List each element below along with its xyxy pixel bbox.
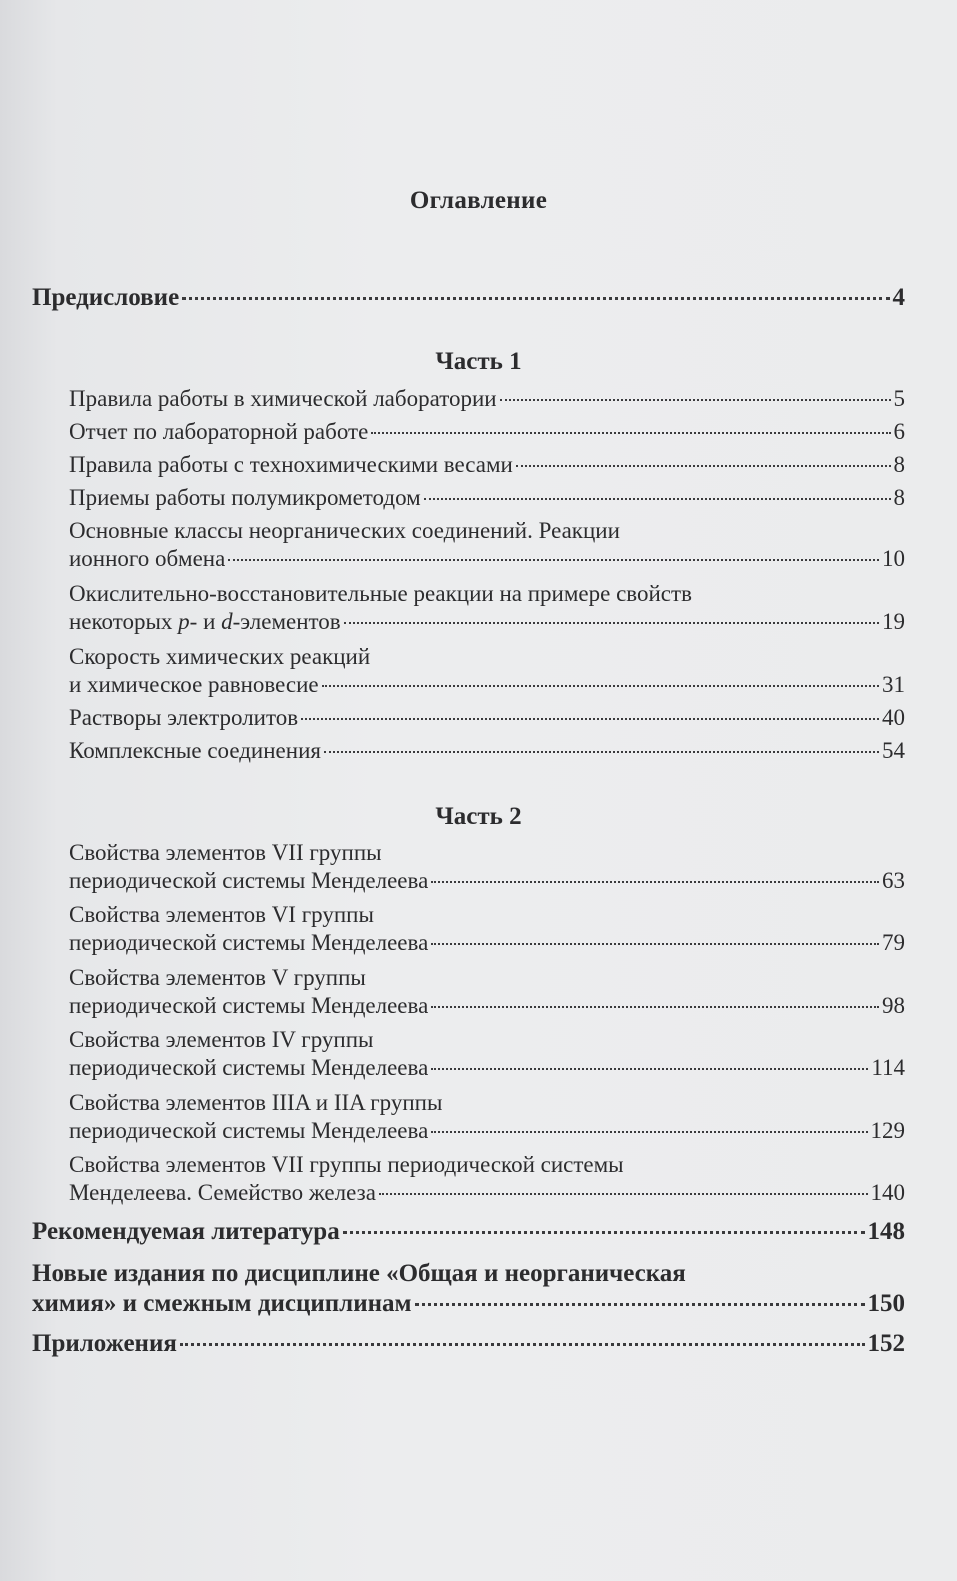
toc-entry[interactable]	[69, 738, 905, 764]
toc-entry[interactable]	[69, 993, 905, 1019]
leader-dots	[415, 1303, 865, 1306]
toc-entry[interactable]	[69, 705, 905, 731]
toc-entry-line[interactable]: Свойства элементов IIIA и IIA группы	[69, 1090, 443, 1115]
toc-entry-title: химия» и смежным дисциплинам	[32, 1290, 412, 1317]
toc-entry-page: 8	[893, 485, 905, 510]
leader-dots	[431, 943, 879, 945]
toc-entry-recommended[interactable]	[32, 1218, 905, 1246]
toc-entry-line[interactable]: Свойства элементов IV группы	[69, 1027, 374, 1052]
toc-entry-title: периодической системы Менделеева	[69, 868, 429, 893]
toc-entry[interactable]	[69, 386, 905, 412]
toc-entry-page: 19	[882, 609, 905, 634]
toc-entry[interactable]	[69, 1055, 905, 1081]
toc-entry-page: 148	[867, 1218, 905, 1245]
toc-entry-title: Отчет по лабораторной работе	[69, 419, 369, 444]
toc-entry-page: 40	[882, 705, 905, 730]
leader-dots	[516, 465, 891, 467]
toc-entry-page: 8	[893, 452, 905, 477]
toc-entry-page: 54	[882, 738, 905, 763]
toc-entry-title: Предисловие	[32, 284, 180, 311]
toc-entry[interactable]	[69, 419, 905, 445]
toc-entry-title: периодической системы Менделеева	[69, 930, 429, 955]
toc-entry-line[interactable]: Свойства элементов VII группы	[69, 840, 382, 865]
toc-entry-title: ионного обмена	[69, 546, 226, 571]
toc-heading: Оглавление	[409, 187, 548, 214]
leader-dots	[182, 297, 889, 300]
toc-entry[interactable]	[69, 609, 905, 635]
toc-entry-page: 150	[867, 1290, 905, 1317]
part-2-heading: Часть 2	[435, 803, 522, 830]
toc-entry-title: периодической системы Менделеева	[69, 1055, 429, 1080]
part-1-heading: Часть 1	[435, 348, 522, 375]
toc-entry-title: Менделеева. Семейство железа	[69, 1180, 376, 1205]
toc-entry[interactable]	[69, 930, 905, 956]
toc-entry-line[interactable]: Окислительно-восстановительные реакции на примере свойств	[69, 581, 692, 606]
toc-entry-title: и химическое равновесие	[69, 672, 319, 697]
leader-dots	[500, 399, 891, 401]
toc-entry-new-editions[interactable]	[32, 1290, 905, 1318]
toc-entry-line[interactable]: Скорость химических реакций	[69, 644, 371, 669]
toc-entry-title: периодической системы Менделеева	[69, 993, 429, 1018]
leader-dots	[424, 498, 891, 500]
leader-dots	[371, 432, 890, 434]
leader-dots	[344, 622, 879, 624]
toc-entry-line[interactable]: Свойства элементов VII группы периодической системы	[69, 1152, 624, 1177]
toc-entry-title: периодической системы Менделеева	[69, 1118, 429, 1143]
toc-entry-title: некоторых p- и d-элементов	[69, 609, 341, 634]
leader-dots	[431, 1131, 867, 1133]
toc-entry-page: 152	[867, 1330, 905, 1357]
toc-entry-page: 140	[870, 1180, 905, 1205]
toc-entry-title: Рекомендуемая литература	[32, 1218, 340, 1245]
toc-entry-page: 10	[882, 546, 905, 571]
leader-dots	[379, 1193, 868, 1195]
toc-entry-page: 31	[882, 672, 905, 697]
leader-dots	[431, 881, 879, 883]
toc-entry-title: Растворы электролитов	[69, 705, 299, 730]
toc-entry[interactable]	[69, 546, 905, 572]
leader-dots	[324, 751, 879, 753]
toc-entry-title: Приемы работы полумикрометодом	[69, 485, 421, 510]
toc-entry[interactable]	[69, 1118, 905, 1144]
toc-entry[interactable]	[69, 1180, 905, 1206]
toc-entry-line[interactable]: Новые издания по дисциплине «Общая и неорганическая	[32, 1260, 686, 1287]
toc-entry-preface[interactable]	[32, 284, 905, 312]
toc-entry-page: 6	[893, 419, 905, 444]
toc-entry-page: 63	[882, 868, 905, 893]
toc-entry-title: Комплексные соединения	[69, 738, 321, 763]
toc-entry-page: 129	[870, 1118, 905, 1143]
toc-entry-title: Правила работы в химической лаборатории	[69, 386, 497, 411]
leader-dots	[301, 718, 879, 720]
toc-entry-page: 79	[882, 930, 905, 955]
toc-entry[interactable]	[69, 452, 905, 478]
toc-entry-page: 114	[871, 1055, 905, 1080]
leader-dots	[343, 1231, 865, 1234]
toc-entry-page: 5	[893, 386, 905, 411]
toc-entry[interactable]	[69, 868, 905, 894]
leader-dots	[322, 685, 879, 687]
toc-entry-page: 4	[892, 284, 905, 311]
leader-dots	[228, 559, 879, 561]
leader-dots	[431, 1068, 868, 1070]
toc-entry-line[interactable]: Основные классы неорганических соединений. Реакции	[69, 518, 620, 543]
toc-entry-title: Правила работы с технохимическими весами	[69, 452, 513, 477]
toc-entry-appendices[interactable]	[32, 1330, 905, 1358]
leader-dots	[180, 1343, 865, 1346]
toc-entry-line[interactable]: Свойства элементов VI группы	[69, 902, 374, 927]
toc-entry-line[interactable]: Свойства элементов V группы	[69, 965, 366, 990]
toc-entry[interactable]	[69, 672, 905, 698]
toc-entry[interactable]	[69, 485, 905, 511]
toc-entry-title: Приложения	[32, 1330, 177, 1357]
leader-dots	[431, 1006, 879, 1008]
toc-entry-page: 98	[882, 993, 905, 1018]
